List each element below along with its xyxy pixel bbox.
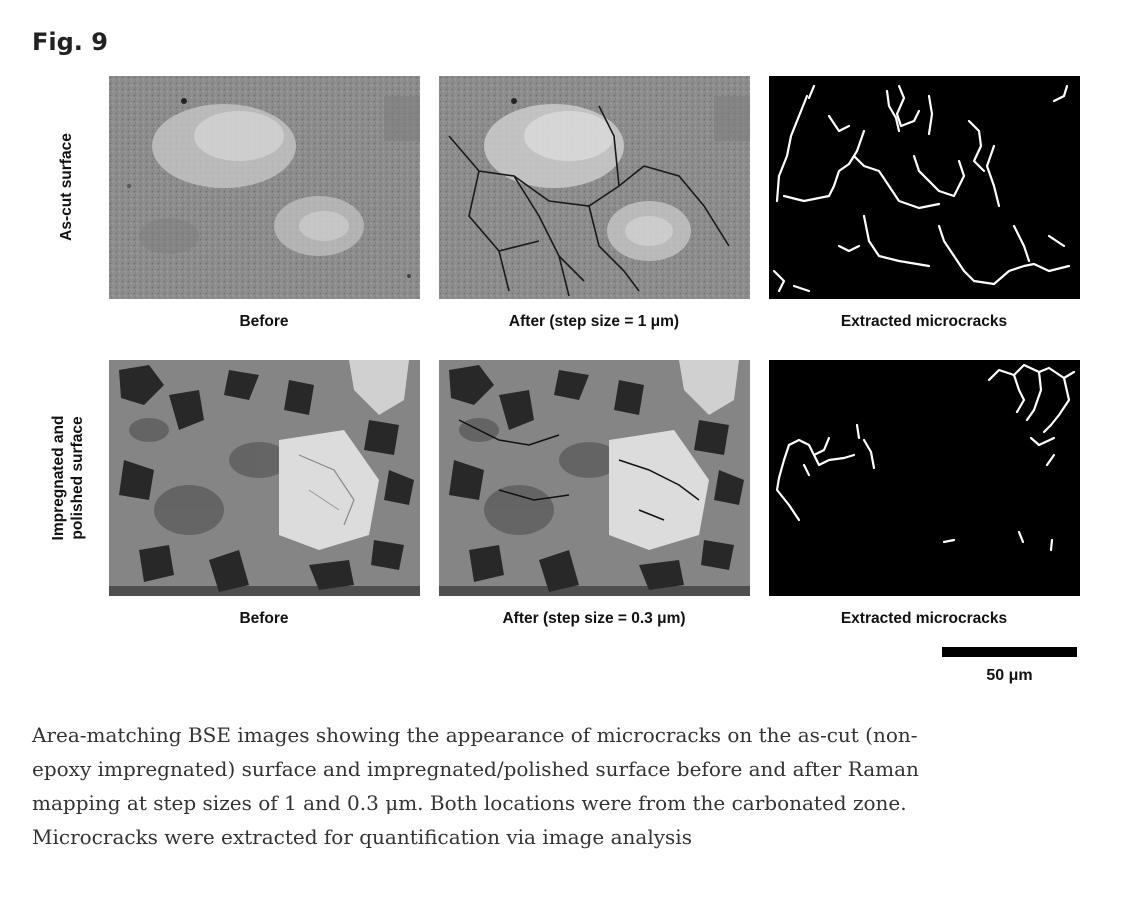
crack-map xyxy=(769,76,1080,299)
bse-texture xyxy=(439,76,750,299)
bse-texture xyxy=(109,360,420,596)
panel-label-before-1: Before xyxy=(239,313,289,330)
row-label-as-cut-text: As-cut surface xyxy=(58,133,75,241)
caption-line: epoxy impregnated) surface and impregnated/polished surface before and after Raman xyxy=(32,757,919,781)
panel-label-extracted-1: Extracted microcracks xyxy=(840,313,1008,330)
bse-image-polished-before xyxy=(109,360,420,596)
panel-label-before-2: Before xyxy=(239,610,289,627)
bse-texture xyxy=(109,76,420,299)
caption-line: Microcracks were extracted for quantification via image analysis xyxy=(32,825,692,849)
figure-caption xyxy=(32,718,1112,854)
scale-bar xyxy=(942,647,1077,657)
bse-image-as-cut-after xyxy=(439,76,750,299)
bse-image-polished-after xyxy=(439,360,750,596)
panel-label-after-2: After (step size = 0.3 μm) xyxy=(502,610,686,627)
bse-image-as-cut-before xyxy=(109,76,420,299)
bse-texture xyxy=(439,360,750,596)
figure-label: Fig. 9 xyxy=(32,28,108,56)
caption-line: mapping at step sizes of 1 and 0.3 μm. Both locations were from the carbonated zone. xyxy=(32,791,907,815)
caption-line: Area-matching BSE images showing the appearance of microcracks on the as-cut (non- xyxy=(32,723,918,747)
crack-map xyxy=(769,360,1080,596)
row-label-impregnated-line2: polished surface xyxy=(69,416,86,540)
row-label-impregnated-line1: Impregnated and xyxy=(50,415,67,541)
row-label-as-cut xyxy=(57,107,77,267)
row-label-impregnated xyxy=(49,398,89,558)
extracted-microcracks-polished xyxy=(769,360,1080,596)
extracted-microcracks-as-cut xyxy=(769,76,1080,299)
scale-bar-label: 50 μm xyxy=(986,667,1033,684)
panel-label-extracted-2: Extracted microcracks xyxy=(840,610,1008,627)
panel-label-after-1: After (step size = 1 μm) xyxy=(508,313,680,330)
